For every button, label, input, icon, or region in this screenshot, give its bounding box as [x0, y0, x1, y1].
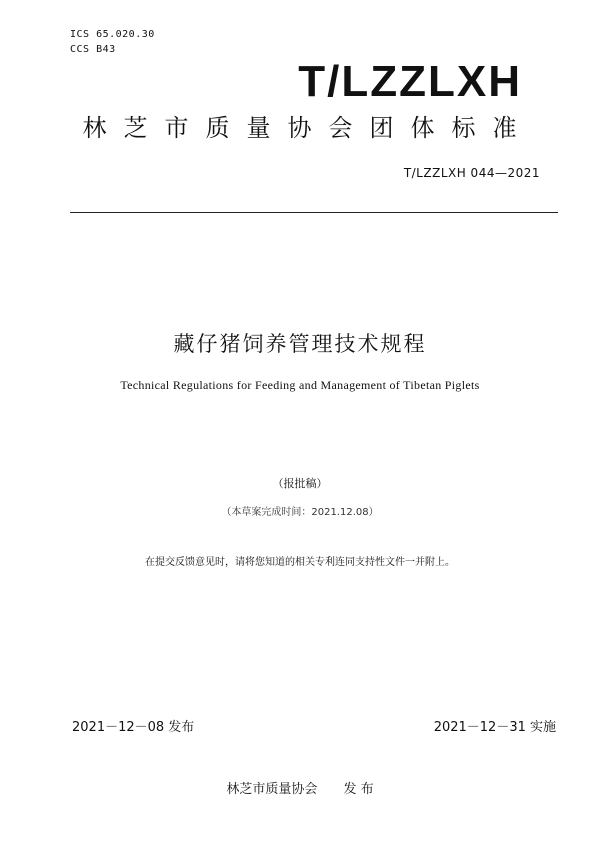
issue-date: 2021－12－08 发布 [72, 720, 195, 735]
standard-number: T/LZZLXH 044—2021 [403, 166, 540, 180]
document-title-chinese: 藏仔猪饲养管理技术规程 [173, 332, 427, 356]
ics-code: ICS 65.020.30 [70, 29, 155, 40]
draft-completion-date: （本草案完成时间：2021.12.08） [221, 507, 379, 518]
draft-status: （报批稿） [272, 477, 328, 490]
header-divider [70, 212, 558, 213]
issuer-name: 林芝市质量协会 [226, 782, 318, 797]
standard-logo: T/LZZLXH [298, 57, 522, 106]
document-title-english: Technical Regulations for Feeding and Management of Tibetan Piglets [120, 378, 480, 392]
ccs-code: CCS B43 [70, 44, 116, 55]
issuer-line [0, 778, 600, 797]
association-standard-title: 林芝市质量协会团体标准 [82, 114, 534, 142]
issue-word: 发 布 [343, 782, 374, 797]
implementation-date: 2021－12－31 实施 [433, 720, 556, 735]
patent-notice: 在提交反馈意见时，请将您知道的相关专利连同支持性文件一并附上。 [145, 557, 455, 568]
